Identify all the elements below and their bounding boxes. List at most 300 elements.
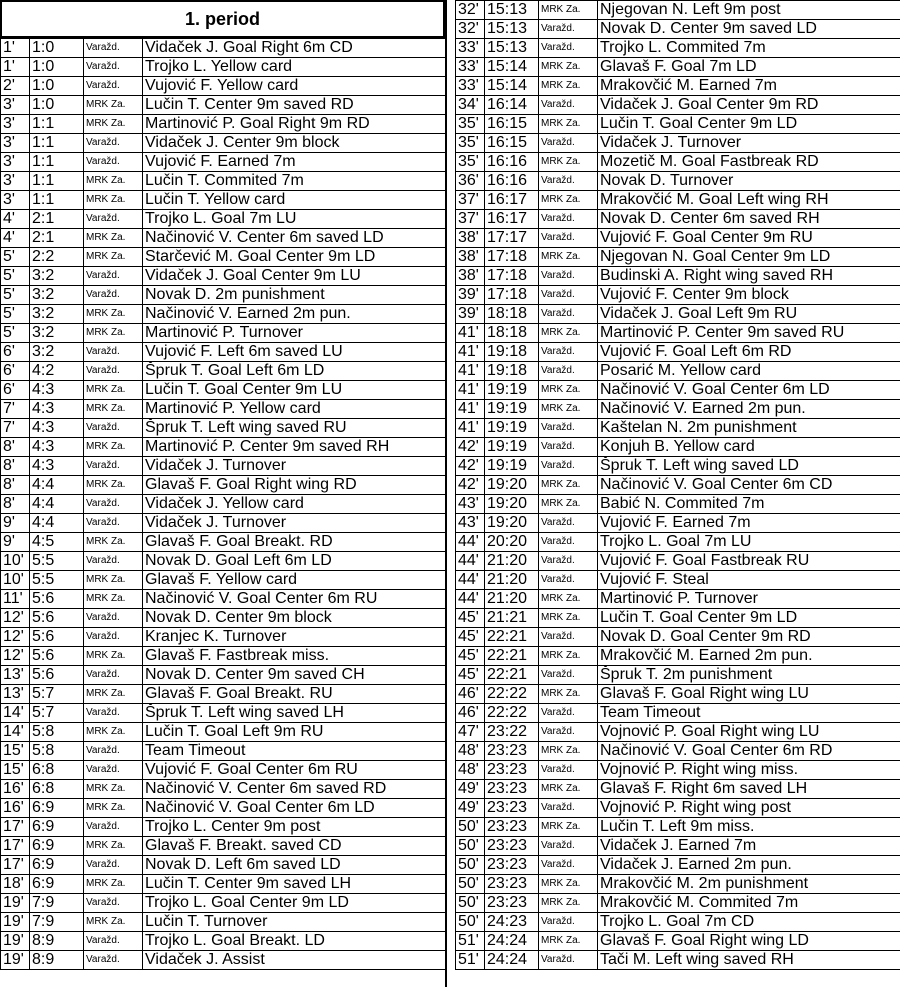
minute-cell: 33' [456, 58, 485, 77]
score-cell: 8:9 [30, 951, 84, 970]
minute-cell: 3' [1, 134, 30, 153]
table-row [1, 704, 446, 723]
table-row [1, 780, 446, 799]
team-cell: MRK Za. [539, 590, 598, 609]
minute-cell: 50' [456, 913, 485, 932]
event-cell: Trojko L. Goal Breakt. LD [143, 932, 446, 951]
minute-cell: 9' [1, 514, 30, 533]
team-cell: Varažd. [84, 77, 143, 96]
minute-cell: 4' [1, 210, 30, 229]
event-cell: Načinović V. Goal Center 6m LD [598, 381, 900, 400]
table-row [456, 324, 900, 343]
team-cell: MRK Za. [539, 191, 598, 210]
team-cell: Varažd. [539, 172, 598, 191]
score-cell: 24:24 [485, 951, 539, 970]
table-row [456, 115, 900, 134]
table-row [1, 647, 446, 666]
team-cell: MRK Za. [84, 229, 143, 248]
event-cell: Lučin T. Goal Center 9m LD [598, 115, 900, 134]
score-cell: 23:23 [485, 799, 539, 818]
event-cell: Vujović F. Goal Left 6m RD [598, 343, 900, 362]
team-cell: MRK Za. [84, 172, 143, 191]
score-cell: 22:21 [485, 666, 539, 685]
table-row [456, 476, 900, 495]
team-cell: MRK Za. [84, 533, 143, 552]
event-cell: Tači M. Left wing saved RH [598, 951, 900, 970]
minute-cell: 33' [456, 39, 485, 58]
table-row [1, 552, 446, 571]
score-cell: 5:7 [30, 704, 84, 723]
team-cell: MRK Za. [84, 780, 143, 799]
minute-cell: 1' [1, 58, 30, 77]
table-row [1, 419, 446, 438]
minute-cell: 4' [1, 229, 30, 248]
table-row [1, 666, 446, 685]
table-row [456, 780, 900, 799]
minute-cell: 38' [456, 248, 485, 267]
minute-cell: 13' [1, 685, 30, 704]
team-cell: MRK Za. [84, 913, 143, 932]
event-cell: Vidaček J. Goal Left 9m RU [598, 305, 900, 324]
score-cell: 4:3 [30, 457, 84, 476]
team-cell: MRK Za. [539, 875, 598, 894]
team-cell: Varažd. [84, 58, 143, 77]
table-row [1, 267, 446, 286]
event-cell: Lučin T. Goal Left 9m RU [143, 723, 446, 742]
event-cell: Njegovan N. Left 9m post [598, 1, 900, 20]
minute-cell: 45' [456, 628, 485, 647]
event-cell: Glavaš F. Goal Right wing RD [143, 476, 446, 495]
score-cell: 19:18 [485, 343, 539, 362]
event-cell: Novak D. Center 9m saved LD [598, 20, 900, 39]
event-cell: Martinović P. Turnover [598, 590, 900, 609]
event-cell: Posarić M. Yellow card [598, 362, 900, 381]
team-cell: MRK Za. [539, 685, 598, 704]
minute-cell: 19' [1, 913, 30, 932]
minute-cell: 36' [456, 172, 485, 191]
score-cell: 5:5 [30, 552, 84, 571]
left-column [0, 0, 445, 970]
score-cell: 19:19 [485, 419, 539, 438]
team-cell: Varažd. [539, 343, 598, 362]
table-row [1, 514, 446, 533]
minute-cell: 38' [456, 267, 485, 286]
event-cell: Vojnović P. Right wing miss. [598, 761, 900, 780]
table-row [456, 571, 900, 590]
event-cell: Vidaček J. Goal Center 9m LU [143, 267, 446, 286]
team-cell: MRK Za. [539, 818, 598, 837]
event-cell: Vidaček J. Yellow card [143, 495, 446, 514]
score-cell: 16:15 [485, 134, 539, 153]
event-cell: Novak D. Goal Left 6m LD [143, 552, 446, 571]
event-cell: Martinović P. Center 9m saved RU [598, 324, 900, 343]
score-cell: 8:9 [30, 932, 84, 951]
event-cell: Načinović V. Earned 2m pun. [143, 305, 446, 324]
minute-cell: 5' [1, 305, 30, 324]
team-cell: Varažd. [84, 761, 143, 780]
table-row [1, 381, 446, 400]
event-cell: Vujović F. Earned 7m [598, 514, 900, 533]
event-cell: Trojko L. Yellow card [143, 58, 446, 77]
score-cell: 17:18 [485, 248, 539, 267]
table-row [456, 39, 900, 58]
score-cell: 4:3 [30, 381, 84, 400]
team-cell: Varažd. [539, 286, 598, 305]
minute-cell: 35' [456, 134, 485, 153]
event-cell: Mrakovčić M. 2m punishment [598, 875, 900, 894]
team-cell: MRK Za. [539, 1, 598, 20]
score-cell: 7:9 [30, 913, 84, 932]
minute-cell: 49' [456, 780, 485, 799]
minute-cell: 37' [456, 191, 485, 210]
team-cell: Varažd. [539, 210, 598, 229]
team-cell: Varažd. [84, 419, 143, 438]
table-row [1, 77, 446, 96]
score-cell: 5:6 [30, 666, 84, 685]
event-cell: Lučin T. Goal Center 9m LU [143, 381, 446, 400]
score-cell: 4:4 [30, 476, 84, 495]
minute-cell: 39' [456, 305, 485, 324]
event-cell: Kaštelan N. 2m punishment [598, 419, 900, 438]
table-row [456, 647, 900, 666]
score-cell: 4:3 [30, 400, 84, 419]
minute-cell: 41' [456, 324, 485, 343]
team-cell: Varažd. [84, 210, 143, 229]
event-cell: Trojko L. Goal 7m LU [598, 533, 900, 552]
team-cell: Varažd. [84, 932, 143, 951]
event-cell: Vidaček J. Goal Right 6m CD [143, 39, 446, 58]
team-cell: Varažd. [84, 514, 143, 533]
minute-cell: 50' [456, 818, 485, 837]
score-cell: 17:18 [485, 286, 539, 305]
event-cell: Novak D. 2m punishment [143, 286, 446, 305]
event-cell: Načinović V. Center 6m saved RD [143, 780, 446, 799]
minute-cell: 44' [456, 571, 485, 590]
event-cell: Martinović P. Goal Right 9m RD [143, 115, 446, 134]
minute-cell: 10' [1, 552, 30, 571]
minute-cell: 5' [1, 286, 30, 305]
table-row [1, 210, 446, 229]
team-cell: MRK Za. [84, 571, 143, 590]
table-row [456, 153, 900, 172]
score-cell: 21:20 [485, 571, 539, 590]
event-cell: Konjuh B. Yellow card [598, 438, 900, 457]
team-cell: Varažd. [539, 229, 598, 248]
event-cell: Njegovan N. Goal Center 9m LD [598, 248, 900, 267]
score-cell: 1:0 [30, 96, 84, 115]
score-cell: 4:3 [30, 438, 84, 457]
score-cell: 2:2 [30, 248, 84, 267]
team-cell: MRK Za. [84, 438, 143, 457]
team-cell: Varažd. [84, 704, 143, 723]
team-cell: MRK Za. [539, 609, 598, 628]
table-row [1, 172, 446, 191]
score-cell: 19:20 [485, 495, 539, 514]
right-event-table [455, 0, 900, 970]
minute-cell: 6' [1, 343, 30, 362]
table-row [456, 58, 900, 77]
score-cell: 6:9 [30, 856, 84, 875]
score-cell: 1:1 [30, 153, 84, 172]
team-cell: Varažd. [84, 951, 143, 970]
score-cell: 5:7 [30, 685, 84, 704]
event-cell: Načinović V. Goal Center 6m RU [143, 590, 446, 609]
table-row [456, 191, 900, 210]
team-cell: MRK Za. [539, 58, 598, 77]
score-cell: 4:4 [30, 495, 84, 514]
table-row [1, 305, 446, 324]
left-event-body [1, 39, 446, 970]
event-cell: Načinović V. Goal Center 6m RD [598, 742, 900, 761]
minute-cell: 51' [456, 951, 485, 970]
minute-cell: 45' [456, 647, 485, 666]
team-cell: MRK Za. [84, 590, 143, 609]
table-row [1, 761, 446, 780]
score-cell: 19:19 [485, 457, 539, 476]
table-row [1, 343, 446, 362]
event-cell: Lučin T. Commited 7m [143, 172, 446, 191]
minute-cell: 42' [456, 457, 485, 476]
team-cell: Varažd. [84, 894, 143, 913]
score-cell: 16:15 [485, 115, 539, 134]
score-cell: 5:6 [30, 590, 84, 609]
team-cell: Varažd. [539, 571, 598, 590]
team-cell: MRK Za. [84, 799, 143, 818]
team-cell: MRK Za. [84, 115, 143, 134]
score-cell: 4:5 [30, 533, 84, 552]
table-row [1, 457, 446, 476]
minute-cell: 42' [456, 438, 485, 457]
score-cell: 5:5 [30, 571, 84, 590]
event-cell: Lučin T. Yellow card [143, 191, 446, 210]
event-cell: Trojko L. Goal Center 9m LD [143, 894, 446, 913]
team-cell: Varažd. [539, 723, 598, 742]
team-cell: MRK Za. [84, 381, 143, 400]
team-cell: Varažd. [539, 362, 598, 381]
team-cell: Varažd. [84, 343, 143, 362]
event-cell: Team Timeout [598, 704, 900, 723]
team-cell: Varažd. [84, 666, 143, 685]
minute-cell: 41' [456, 400, 485, 419]
minute-cell: 18' [1, 875, 30, 894]
team-cell: Varažd. [84, 286, 143, 305]
minute-cell: 16' [1, 780, 30, 799]
minute-cell: 41' [456, 419, 485, 438]
table-row [456, 856, 900, 875]
team-cell: Varažd. [84, 362, 143, 381]
score-cell: 16:17 [485, 191, 539, 210]
team-cell: Varažd. [539, 837, 598, 856]
team-cell: MRK Za. [84, 191, 143, 210]
event-cell: Glavaš F. Goal Breakt. RD [143, 533, 446, 552]
table-row [1, 96, 446, 115]
period-title: 1. period [0, 0, 445, 38]
team-cell: MRK Za. [539, 647, 598, 666]
table-row [456, 210, 900, 229]
table-row [1, 951, 446, 970]
score-cell: 24:24 [485, 932, 539, 951]
score-cell: 6:8 [30, 761, 84, 780]
table-row [456, 875, 900, 894]
table-row [1, 628, 446, 647]
event-cell: Vujović F. Goal Center 6m RU [143, 761, 446, 780]
event-cell: Vidaček J. Turnover [143, 514, 446, 533]
score-cell: 1:1 [30, 134, 84, 153]
event-cell: Novak D. Center 6m saved RH [598, 210, 900, 229]
minute-cell: 50' [456, 875, 485, 894]
score-cell: 15:14 [485, 77, 539, 96]
event-cell: Kranjec K. Turnover [143, 628, 446, 647]
minute-cell: 14' [1, 704, 30, 723]
score-cell: 23:23 [485, 780, 539, 799]
team-cell: Varažd. [539, 457, 598, 476]
table-row [456, 818, 900, 837]
team-cell: Varažd. [539, 39, 598, 58]
minute-cell: 35' [456, 153, 485, 172]
event-cell: Trojko L. Commited 7m [598, 39, 900, 58]
team-cell: MRK Za. [84, 400, 143, 419]
event-cell: Načinović V. Earned 2m pun. [598, 400, 900, 419]
table-row [456, 343, 900, 362]
table-row [1, 191, 446, 210]
minute-cell: 32' [456, 20, 485, 39]
score-cell: 6:9 [30, 799, 84, 818]
event-cell: Vujović F. Goal Center 9m RU [598, 229, 900, 248]
minute-cell: 17' [1, 818, 30, 837]
score-cell: 16:17 [485, 210, 539, 229]
table-row [1, 286, 446, 305]
table-row [456, 723, 900, 742]
table-row [456, 362, 900, 381]
event-cell: Glavaš F. Goal Breakt. RU [143, 685, 446, 704]
minute-cell: 11' [1, 590, 30, 609]
minute-cell: 12' [1, 609, 30, 628]
score-cell: 1:1 [30, 172, 84, 191]
event-cell: Trojko L. Goal 7m LU [143, 210, 446, 229]
minute-cell: 9' [1, 533, 30, 552]
event-cell: Vujović F. Goal Fastbreak RU [598, 552, 900, 571]
score-cell: 1:0 [30, 77, 84, 96]
team-cell: Varažd. [539, 951, 598, 970]
table-row [456, 552, 900, 571]
event-cell: Vidaček J. Turnover [143, 457, 446, 476]
table-row [456, 932, 900, 951]
event-cell: Vidaček J. Earned 7m [598, 837, 900, 856]
table-row [1, 229, 446, 248]
minute-cell: 47' [456, 723, 485, 742]
table-row [1, 742, 446, 761]
minute-cell: 1' [1, 39, 30, 58]
table-row [1, 324, 446, 343]
event-cell: Mrakovčić M. Commited 7m [598, 894, 900, 913]
score-cell: 6:8 [30, 780, 84, 799]
minute-cell: 15' [1, 742, 30, 761]
score-cell: 15:13 [485, 1, 539, 20]
event-cell: Mrakovčić M. Goal Left wing RH [598, 191, 900, 210]
minute-cell: 8' [1, 476, 30, 495]
score-cell: 6:9 [30, 818, 84, 837]
table-row [1, 818, 446, 837]
team-cell: MRK Za. [84, 248, 143, 267]
table-row [456, 951, 900, 970]
table-row [1, 837, 446, 856]
team-cell: MRK Za. [84, 875, 143, 894]
minute-cell: 41' [456, 362, 485, 381]
score-cell: 15:13 [485, 20, 539, 39]
team-cell: Varažd. [539, 419, 598, 438]
team-cell: Varažd. [84, 552, 143, 571]
table-row [1, 362, 446, 381]
left-event-table [0, 38, 446, 970]
right-event-body [456, 1, 900, 970]
table-row [456, 514, 900, 533]
score-cell: 23:22 [485, 723, 539, 742]
event-cell: Team Timeout [143, 742, 446, 761]
minute-cell: 17' [1, 856, 30, 875]
score-cell: 23:23 [485, 894, 539, 913]
minute-cell: 45' [456, 666, 485, 685]
event-cell: Vujović F. Steal [598, 571, 900, 590]
minute-cell: 19' [1, 951, 30, 970]
table-row [456, 666, 900, 685]
score-cell: 23:23 [485, 875, 539, 894]
score-cell: 16:16 [485, 172, 539, 191]
minute-cell: 50' [456, 856, 485, 875]
minute-cell: 44' [456, 590, 485, 609]
minute-cell: 42' [456, 476, 485, 495]
minute-cell: 5' [1, 324, 30, 343]
event-cell: Špruk T. Left wing saved RU [143, 419, 446, 438]
event-cell: Načinović V. Goal Center 6m LD [143, 799, 446, 818]
team-cell: MRK Za. [84, 837, 143, 856]
team-cell: MRK Za. [539, 894, 598, 913]
event-cell: Vojnović P. Right wing post [598, 799, 900, 818]
event-cell: Starčević M. Goal Center 9m LD [143, 248, 446, 267]
minute-cell: 32' [456, 1, 485, 20]
team-cell: MRK Za. [84, 324, 143, 343]
table-row [1, 476, 446, 495]
score-cell: 23:23 [485, 742, 539, 761]
minute-cell: 3' [1, 172, 30, 191]
score-cell: 3:2 [30, 343, 84, 362]
score-cell: 5:8 [30, 742, 84, 761]
table-row [456, 267, 900, 286]
table-row [1, 799, 446, 818]
event-cell: Babić N. Commited 7m [598, 495, 900, 514]
event-cell: Vidaček J. Goal Center 9m RD [598, 96, 900, 115]
score-cell: 23:23 [485, 761, 539, 780]
event-cell: Martinović P. Center 9m saved RH [143, 438, 446, 457]
minute-cell: 19' [1, 894, 30, 913]
table-row [1, 134, 446, 153]
score-cell: 17:17 [485, 229, 539, 248]
score-cell: 22:22 [485, 704, 539, 723]
table-row [1, 913, 446, 932]
score-cell: 16:16 [485, 153, 539, 172]
score-cell: 1:0 [30, 58, 84, 77]
score-cell: 5:6 [30, 647, 84, 666]
table-row [456, 172, 900, 191]
table-row [1, 39, 446, 58]
team-cell: MRK Za. [539, 153, 598, 172]
event-cell: Vujović F. Earned 7m [143, 153, 446, 172]
minute-cell: 51' [456, 932, 485, 951]
score-cell: 3:2 [30, 267, 84, 286]
column-separator [445, 0, 455, 987]
minute-cell: 50' [456, 894, 485, 913]
minute-cell: 3' [1, 96, 30, 115]
minute-cell: 8' [1, 495, 30, 514]
